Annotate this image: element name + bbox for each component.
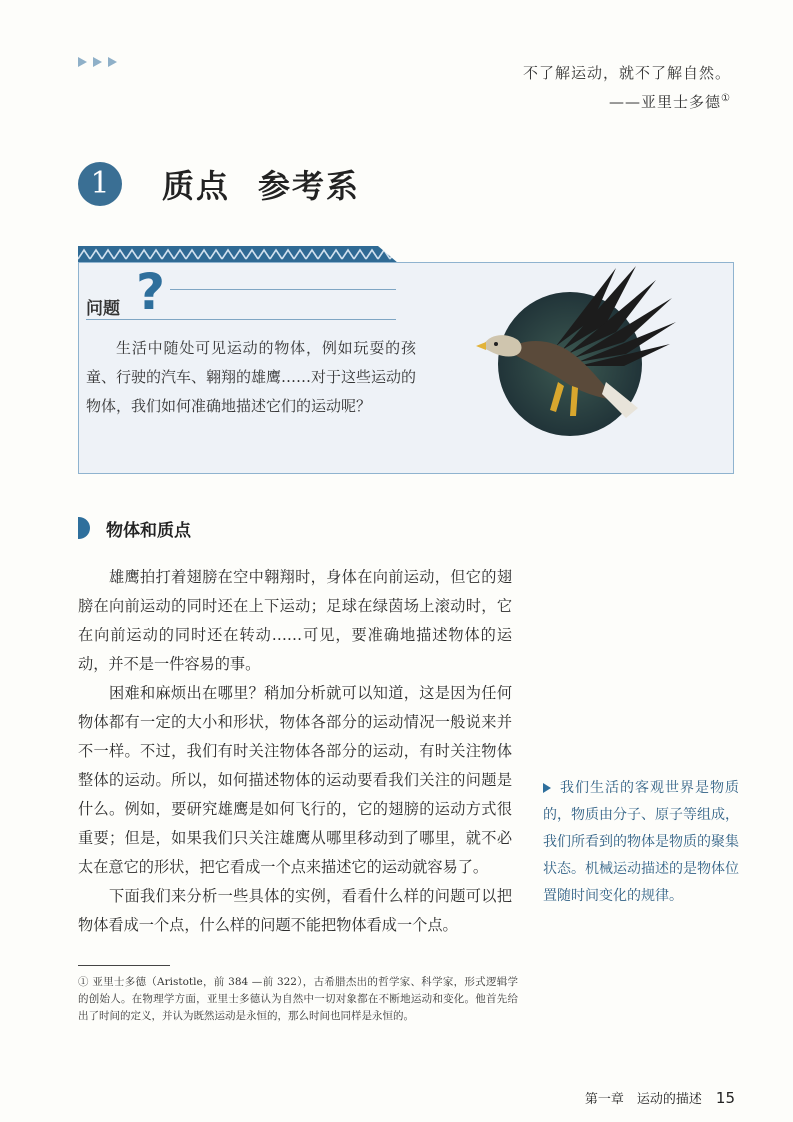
problem-label: 问题	[86, 299, 120, 319]
section-title-part2: 参考系	[258, 167, 361, 205]
divider	[170, 289, 396, 290]
epigraph-attribution: ——亚里士多德①	[609, 93, 731, 111]
footnote-divider	[78, 965, 170, 966]
footer-chapter: 第一章 运动的描述	[584, 1092, 702, 1107]
side-note	[543, 775, 739, 910]
subsection-title: 物体和质点	[106, 521, 191, 541]
header-arrows	[78, 57, 117, 67]
epigraph-text: 不了解运动，就不了解自然。	[522, 64, 731, 82]
page-footer	[585, 1088, 735, 1107]
divider	[86, 319, 396, 320]
section-title-part1: 质点	[162, 167, 231, 205]
subsection-marker	[78, 517, 90, 539]
paragraph: 下面我们来分析一些具体的实例，看看什么样的问题可以把物体看成一个点，什么样的问题不能把物体看成一个点。	[78, 887, 512, 934]
footnote: ① 亚里士多德（Aristotle，前 384 —前 322），古希腊杰出的哲学家、科学家，形式逻辑学的创始人。在物理学方面，亚里士多德认为自然中一切对象都在不断地运动和变化。他首先给出了时间的定义，并认为既然运动是永恒的，那么时间也同样是永恒的。	[78, 976, 518, 1022]
decorative-pattern-band	[78, 246, 398, 263]
epigraph	[523, 60, 731, 115]
paragraph: 困难和麻烦出在哪里？稍加分析就可以知道，这是因为任何物体都有一定的大小和形状，物体各部分的运动情况一般说来并不一样。不过，我们有时关注物体各部分的运动，有时关注物体整体的运动。所以，如何描述物体的运动要看我们关注的问题是什么。例如，要研究雄鹰是如何飞行的，它的翅膀的运动方式很重要；但是，如果我们只关注雄鹰从哪里移动到了哪里，就不必太在意它的形状，把它看成一个点来描述它的运动就容易了。	[78, 684, 512, 876]
footnote-ref[interactable]: ①	[721, 93, 731, 104]
arrow-icon	[78, 57, 87, 67]
paragraph: 雄鹰拍打着翅膀在空中翱翔时，身体在向前运动，但它的翅膀在向前运动的同时还在上下运动；足球在绿茵场上滚动时，它在向前运动的同时还在转动……可见，要准确地描述物体的运动，并不是一件容易的事。	[78, 568, 512, 673]
section-number: 1	[78, 162, 122, 206]
problem-text: 生活中随处可见运动的物体，例如玩耍的孩童、行驶的汽车、翱翔的雄鹰……对于这些运动的物体，我们如何准确地描述它们的运动呢？	[86, 339, 417, 415]
side-note-text: 我们生活的客观世界是物质的，物质由分子、原子等组成，我们所看到的物体是物质的聚集状态。机械运动描述的是物体位置随时间变化的规律。	[543, 780, 739, 904]
arrow-icon	[108, 57, 117, 67]
page-number: 15	[715, 1089, 735, 1107]
triangle-bullet-icon	[543, 783, 551, 793]
arrow-icon	[93, 57, 102, 67]
body-text	[78, 563, 512, 940]
section-title	[162, 161, 360, 207]
question-mark-icon: ?	[136, 263, 166, 321]
eagle-illustration	[466, 258, 686, 468]
